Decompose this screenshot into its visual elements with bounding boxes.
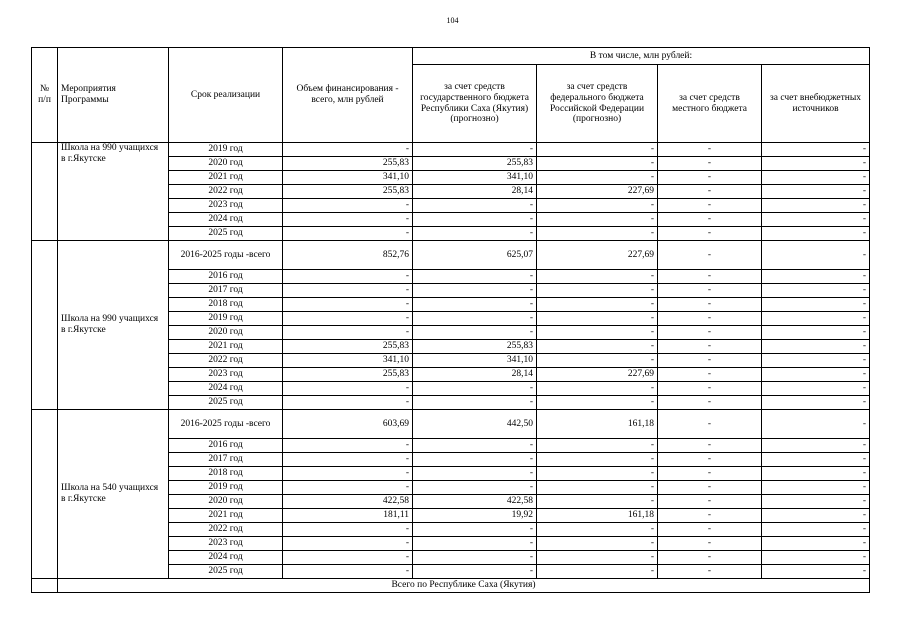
value-cell: - [658, 396, 762, 410]
value-cell: - [658, 284, 762, 298]
value-cell: 181,11 [283, 509, 413, 523]
value-cell: - [537, 213, 658, 227]
period-cell: 2023 год [169, 537, 283, 551]
value-cell: - [413, 312, 537, 326]
value-cell: - [283, 523, 413, 537]
value-cell: - [413, 396, 537, 410]
value-cell: - [413, 439, 537, 453]
value-cell: - [537, 396, 658, 410]
value-cell: 255,83 [283, 157, 413, 171]
value-cell: - [413, 467, 537, 481]
period-cell: 2024 год [169, 213, 283, 227]
value-cell: - [537, 565, 658, 579]
value-cell: 227,69 [537, 368, 658, 382]
value-cell: - [283, 298, 413, 312]
value-cell: 852,76 [283, 241, 413, 270]
value-cell: - [658, 298, 762, 312]
period-cell: 2022 год [169, 185, 283, 199]
value-cell: - [537, 298, 658, 312]
value-cell: 255,83 [283, 185, 413, 199]
value-cell: - [283, 227, 413, 241]
value-cell: - [658, 453, 762, 467]
value-cell: 28,14 [413, 368, 537, 382]
period-cell: 2016-2025 годы -всего [169, 410, 283, 439]
value-cell: 28,14 [413, 185, 537, 199]
event-label: Школа на 990 учащихся в г.Якутске [58, 241, 169, 410]
value-cell: - [762, 227, 870, 241]
value-cell: - [537, 143, 658, 157]
value-cell: - [658, 495, 762, 509]
table-body [32, 143, 870, 593]
header-including: В том числе, млн рублей: [413, 48, 870, 65]
value-cell: - [283, 537, 413, 551]
value-cell: - [658, 326, 762, 340]
period-cell: 2016 год [169, 270, 283, 284]
value-cell: - [658, 467, 762, 481]
value-cell: - [413, 565, 537, 579]
value-cell: - [658, 382, 762, 396]
value-cell: 442,50 [413, 410, 537, 439]
page-number: 104 [446, 16, 459, 25]
value-cell: - [762, 354, 870, 368]
value-cell: 227,69 [537, 185, 658, 199]
value-cell: - [762, 453, 870, 467]
value-cell: - [283, 199, 413, 213]
period-cell: 2021 год [169, 509, 283, 523]
value-cell: - [283, 396, 413, 410]
value-cell: - [762, 509, 870, 523]
value-cell: - [537, 382, 658, 396]
value-cell: - [762, 481, 870, 495]
value-cell: - [413, 453, 537, 467]
value-cell: - [283, 565, 413, 579]
value-cell: 19,92 [413, 509, 537, 523]
row-number-cell [32, 410, 58, 579]
period-cell: 2019 год [169, 143, 283, 157]
period-cell: 2020 год [169, 326, 283, 340]
value-cell: - [537, 495, 658, 509]
value-cell: - [762, 185, 870, 199]
value-cell: - [283, 481, 413, 495]
value-cell: - [537, 551, 658, 565]
value-cell: - [537, 227, 658, 241]
value-cell: - [413, 227, 537, 241]
period-cell: 2022 год [169, 523, 283, 537]
value-cell: - [658, 551, 762, 565]
value-cell: - [283, 382, 413, 396]
period-cell: 2023 год [169, 199, 283, 213]
value-cell: 161,18 [537, 509, 658, 523]
value-cell: - [537, 453, 658, 467]
period-cell: 2023 год [169, 368, 283, 382]
value-cell: - [413, 270, 537, 284]
value-cell: 341,10 [413, 171, 537, 185]
value-cell: 255,83 [283, 340, 413, 354]
table-row [32, 143, 870, 157]
header-volume: Объем финансирования - всего, млн рублей [283, 48, 413, 143]
value-cell: - [413, 523, 537, 537]
value-cell: - [537, 157, 658, 171]
value-cell: - [283, 143, 413, 157]
period-cell: 2021 год [169, 171, 283, 185]
value-cell: - [658, 368, 762, 382]
period-cell: 2024 год [169, 551, 283, 565]
value-cell: - [762, 495, 870, 509]
value-cell: - [762, 171, 870, 185]
period-cell: 2018 год [169, 298, 283, 312]
value-cell: - [537, 354, 658, 368]
value-cell: - [413, 284, 537, 298]
value-cell: - [762, 565, 870, 579]
grand-total-row [32, 579, 870, 593]
value-cell: - [537, 537, 658, 551]
value-cell: - [658, 227, 762, 241]
value-cell: - [283, 551, 413, 565]
value-cell: 603,69 [283, 410, 413, 439]
value-cell: - [762, 467, 870, 481]
value-cell: - [658, 143, 762, 157]
value-cell: - [762, 551, 870, 565]
period-cell: 2025 год [169, 227, 283, 241]
value-cell: - [283, 326, 413, 340]
value-cell: - [658, 185, 762, 199]
value-cell: - [658, 171, 762, 185]
value-cell: - [413, 537, 537, 551]
value-cell: - [283, 284, 413, 298]
period-cell: 2020 год [169, 157, 283, 171]
header-period: Срок реализации [169, 48, 283, 143]
value-cell: - [413, 199, 537, 213]
value-cell: - [658, 241, 762, 270]
value-cell: - [537, 270, 658, 284]
period-cell: 2018 год [169, 467, 283, 481]
value-cell: - [762, 382, 870, 396]
value-cell: - [658, 565, 762, 579]
period-cell: 2019 год [169, 481, 283, 495]
period-cell: 2025 год [169, 396, 283, 410]
event-label: Школа на 540 учащихся в г.Якутске [58, 410, 169, 579]
value-cell: - [762, 298, 870, 312]
value-cell: - [537, 284, 658, 298]
header-extra-budget: за счет внебюджетных источников [762, 65, 870, 143]
value-cell: - [658, 199, 762, 213]
financing-table [31, 47, 870, 593]
value-cell: - [537, 523, 658, 537]
value-cell: - [537, 326, 658, 340]
period-cell: 2024 год [169, 382, 283, 396]
value-cell: - [762, 199, 870, 213]
value-cell: - [658, 523, 762, 537]
value-cell: - [413, 382, 537, 396]
period-cell: 2022 год [169, 354, 283, 368]
period-cell: 2016-2025 годы -всего [169, 241, 283, 270]
value-cell: - [762, 396, 870, 410]
value-cell: - [762, 537, 870, 551]
value-cell: - [762, 410, 870, 439]
value-cell: - [658, 157, 762, 171]
value-cell: - [762, 326, 870, 340]
value-cell: - [762, 284, 870, 298]
value-cell: - [658, 213, 762, 227]
value-cell: 227,69 [537, 241, 658, 270]
value-cell: - [537, 171, 658, 185]
value-cell: 422,58 [283, 495, 413, 509]
value-cell: - [537, 481, 658, 495]
period-cell: 2025 год [169, 565, 283, 579]
value-cell: - [537, 467, 658, 481]
period-cell: 2017 год [169, 453, 283, 467]
value-cell: - [762, 368, 870, 382]
value-cell: - [537, 340, 658, 354]
value-cell: - [283, 453, 413, 467]
value-cell: - [658, 410, 762, 439]
value-cell: 422,58 [413, 495, 537, 509]
value-cell: - [413, 551, 537, 565]
header-federal-budget: за счет средств федерального бюджета Российской Федерации (прогнозно) [537, 65, 658, 143]
header-event: Мероприятия Программы [58, 48, 169, 143]
grand-total-label: Всего по Республике Саха (Якутия) [58, 579, 870, 593]
value-cell: - [283, 467, 413, 481]
value-cell: - [537, 439, 658, 453]
value-cell: - [658, 481, 762, 495]
value-cell: - [658, 270, 762, 284]
value-cell: - [762, 241, 870, 270]
value-cell: 625,07 [413, 241, 537, 270]
row-number-cell [32, 241, 58, 410]
value-cell: - [762, 312, 870, 326]
value-cell: - [537, 199, 658, 213]
value-cell: - [283, 312, 413, 326]
period-cell: 2016 год [169, 439, 283, 453]
value-cell: - [413, 143, 537, 157]
row-number-cell [32, 579, 58, 593]
value-cell: - [658, 439, 762, 453]
value-cell: 255,83 [413, 157, 537, 171]
value-cell: 255,83 [283, 368, 413, 382]
value-cell: - [762, 270, 870, 284]
table-row [32, 241, 870, 270]
value-cell: - [537, 312, 658, 326]
value-cell: - [762, 439, 870, 453]
value-cell: 341,10 [283, 171, 413, 185]
event-label: Школа на 990 учащихся в г.Якутске [58, 143, 169, 241]
value-cell: - [658, 509, 762, 523]
value-cell: - [762, 143, 870, 157]
value-cell: - [658, 537, 762, 551]
value-cell: - [413, 213, 537, 227]
value-cell: 341,10 [413, 354, 537, 368]
value-cell: 161,18 [537, 410, 658, 439]
header-local-budget: за счет средств местного бюджета [658, 65, 762, 143]
value-cell: - [413, 326, 537, 340]
header-num: № п/п [32, 48, 58, 143]
value-cell: - [413, 481, 537, 495]
value-cell: - [658, 354, 762, 368]
value-cell: - [658, 312, 762, 326]
table-row [32, 410, 870, 439]
value-cell: 255,83 [413, 340, 537, 354]
value-cell: - [762, 213, 870, 227]
value-cell: - [283, 270, 413, 284]
header-state-budget: за счет средств государственного бюджета Республики Саха (Якутия) (прогнозно) [413, 65, 537, 143]
value-cell: - [762, 340, 870, 354]
value-cell: - [413, 298, 537, 312]
period-cell: 2017 год [169, 284, 283, 298]
period-cell: 2020 год [169, 495, 283, 509]
row-number-cell [32, 143, 58, 241]
value-cell: - [658, 340, 762, 354]
period-cell: 2019 год [169, 312, 283, 326]
value-cell: - [283, 213, 413, 227]
value-cell: - [762, 523, 870, 537]
value-cell: - [283, 439, 413, 453]
value-cell: 341,10 [283, 354, 413, 368]
value-cell: - [762, 157, 870, 171]
period-cell: 2021 год [169, 340, 283, 354]
